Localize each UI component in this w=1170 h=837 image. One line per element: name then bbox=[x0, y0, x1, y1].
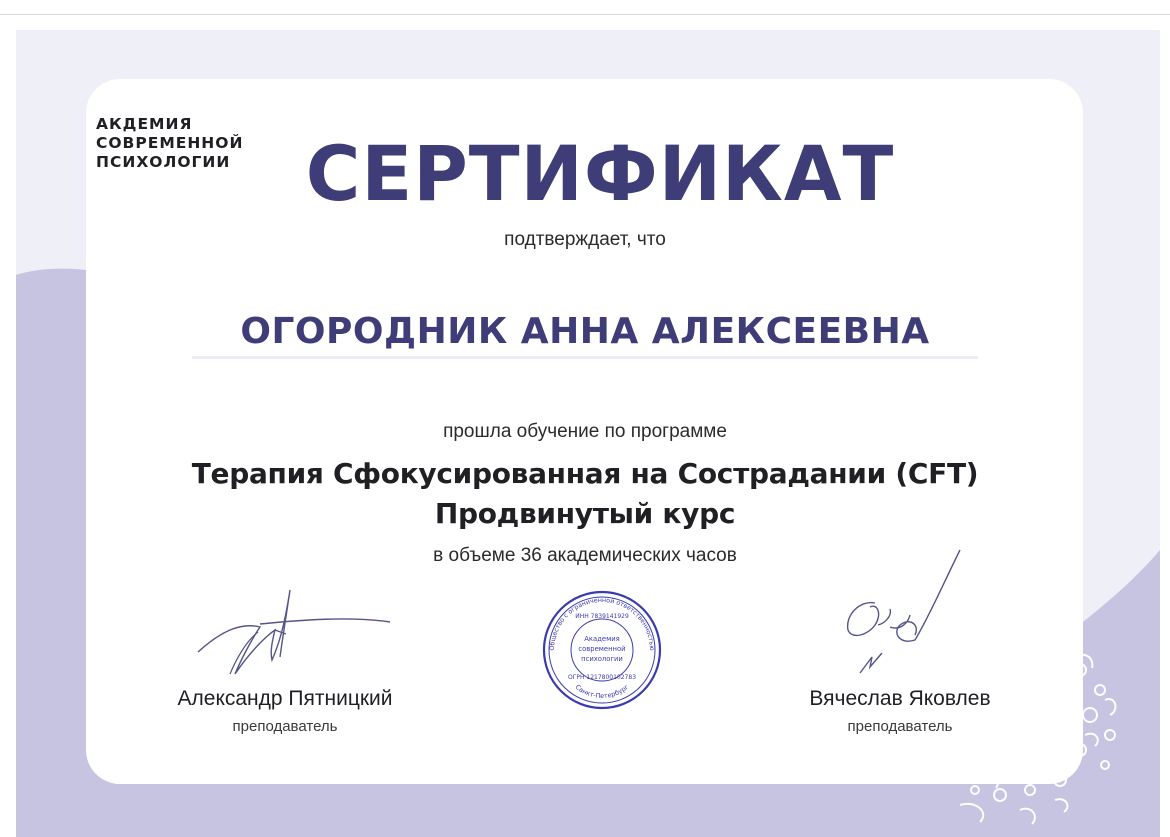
stamp-ogrn: ОГРН 1217800102783 bbox=[567, 674, 637, 681]
company-stamp bbox=[540, 588, 664, 712]
signatory-left-role: преподаватель bbox=[232, 718, 338, 735]
logo-line-1: АКДЕМИЯ bbox=[96, 115, 193, 133]
volume-text: в объеме 36 академических часов bbox=[433, 545, 737, 566]
confirms-text: подтверждает, что bbox=[504, 229, 666, 250]
recipient-name: ОГОРОДНИК АННА АЛЕКСЕЕВНА bbox=[240, 311, 930, 352]
certificate-title: СЕРТИФИКАТ bbox=[305, 129, 895, 218]
stamp-center-line-1: Академия bbox=[584, 635, 620, 643]
completed-text: прошла обучение по программе bbox=[443, 421, 727, 442]
logo-line-3: ПСИХОЛОГИИ bbox=[96, 153, 231, 171]
stamp-city: Санкт-Петербург bbox=[573, 682, 631, 701]
top-divider bbox=[0, 14, 1170, 15]
academy-logo bbox=[96, 115, 243, 172]
signatory-left-name: Александр Пятницкий bbox=[177, 687, 393, 710]
signatory-left bbox=[170, 686, 400, 735]
stamp-inn: ИНН 7839141929 bbox=[575, 613, 629, 620]
svg-text:Санкт-Петербург bbox=[574, 683, 631, 700]
decorative-ornament bbox=[930, 640, 1130, 837]
signature-left bbox=[190, 582, 400, 682]
stamp-center-line-3: психологии bbox=[581, 655, 623, 663]
program-title-line-1: Терапия Сфокусированная на Сострадании (CFT) bbox=[191, 457, 979, 490]
program-title-line-2: Продвинутый курс bbox=[434, 497, 736, 530]
signatory-right-name: Вячеслав Яковлев bbox=[809, 687, 991, 710]
signatory-right-role: преподаватель bbox=[847, 718, 953, 735]
name-underline bbox=[192, 356, 978, 359]
stamp-outer-text: Общество с ограниченной ответственностью bbox=[548, 596, 656, 651]
stamp-center-line-2: современной bbox=[578, 645, 626, 653]
logo-line-2: СОВРЕМЕННОЙ bbox=[96, 134, 244, 152]
